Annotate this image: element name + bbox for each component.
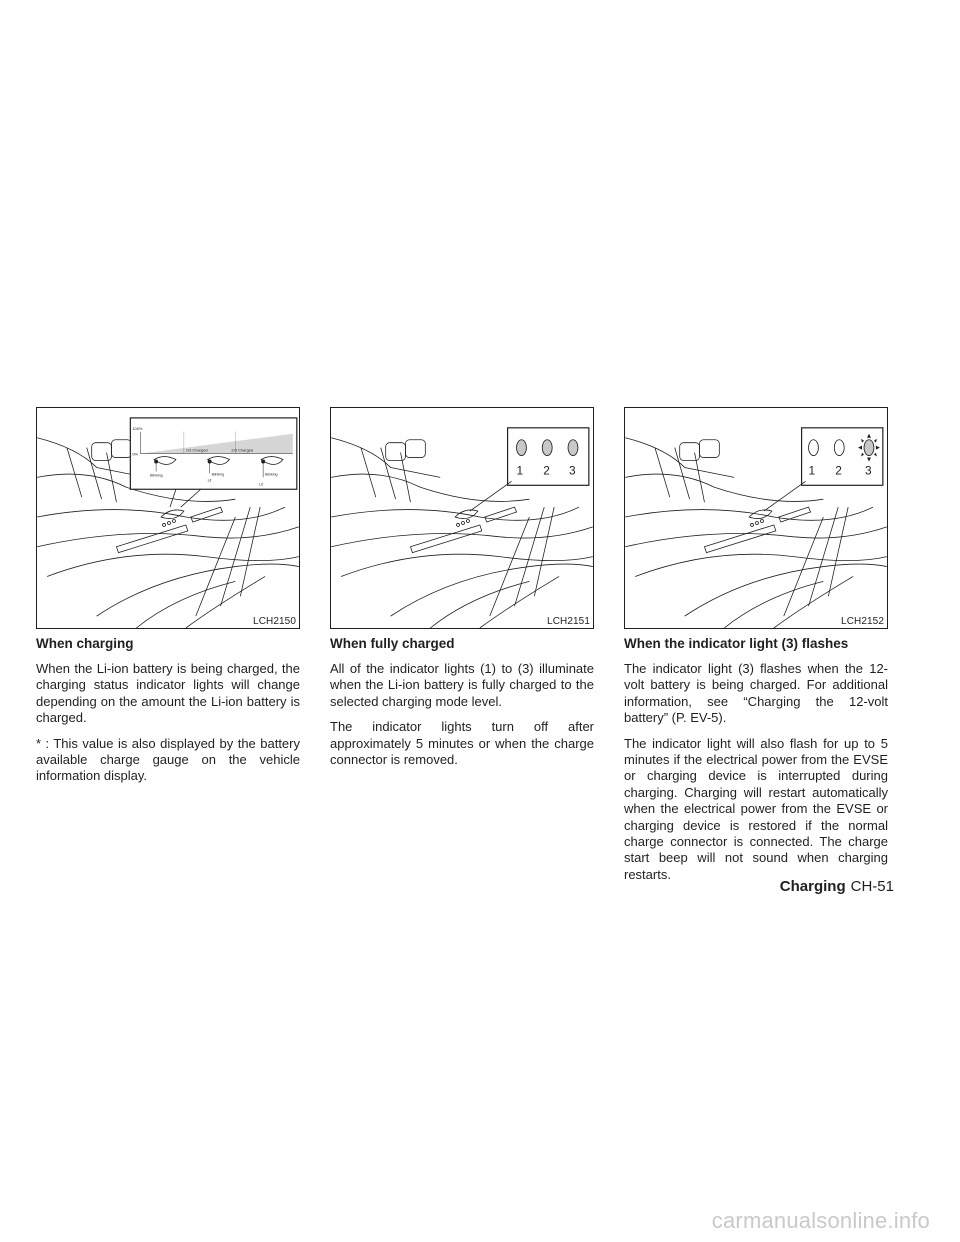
section-heading: When the indicator light (3) flashes <box>624 636 849 651</box>
page-footer <box>780 877 894 897</box>
paragraph: All of the indicator lights (1) to (3) illuminate when the Li-ion battery is fully charged to the selected charging mode level. <box>330 661 594 709</box>
figure-fully-charged <box>330 407 594 629</box>
section-heading: When charging <box>36 636 134 651</box>
paragraph: The indicator light will also flash for up to 5 minutes if the electrical power from the EVSE or charging device is interrupted during charging. Charging will restart automatically when the electrical power from the EVSE or charging device is restored if the normal charge connector is connected. The charge start beep will not sound when charging restarts. <box>624 735 888 882</box>
figure-charging-status <box>36 407 300 629</box>
lit-label-2: Lit <box>259 482 263 487</box>
section-when-fully-charged <box>330 636 594 777</box>
blinking-label-1: Blinking <box>150 473 163 478</box>
indicator-number-2: 2 <box>543 463 550 478</box>
section-indicator-flashes <box>624 636 888 892</box>
paragraph: When the Li-ion battery is being charged, the charging status indicator lights will change depending on the amount the Li-ion battery is charged. <box>36 661 300 726</box>
indicator-light-1 <box>517 440 527 456</box>
indicator-light-1 <box>809 440 819 456</box>
dashboard-illustration <box>625 408 887 628</box>
blinking-label-2: Blinking <box>211 472 225 477</box>
label-one-third: 1/3 Charged <box>185 447 208 453</box>
label-two-thirds: 2/3 Charged <box>231 447 254 453</box>
figure-code: LCH2150 <box>253 616 296 627</box>
lit-label-1: Lit <box>207 478 212 483</box>
indicator-number-3: 3 <box>865 463 872 478</box>
indicator-light-3-flashing <box>864 440 874 456</box>
blinking-label-3: Blinking <box>265 472 278 477</box>
paragraph: * : This value is also displayed by the battery available charge gauge on the vehicle information display. <box>36 735 300 784</box>
figure-code: LCH2152 <box>841 616 884 627</box>
section-heading: When fully charged <box>330 636 455 651</box>
label-empty: 0% <box>132 451 139 457</box>
indicator-number-1: 1 <box>808 463 816 478</box>
indicator-light-2 <box>834 440 844 456</box>
figure-indicator-flashes <box>624 407 888 629</box>
paragraph: The indicator lights turn off after approximately 5 minutes or when the charge connector is removed. <box>330 719 594 768</box>
indicator-light-3 <box>568 440 578 456</box>
page-number: CH-51 <box>850 878 894 895</box>
indicator-light-2 <box>542 440 552 456</box>
label-full: 100% <box>132 425 143 431</box>
indicator-number-2: 2 <box>835 463 842 478</box>
paragraph: The indicator light (3) flashes when the 12-volt battery is being charged. For additional information, see “Charging the 12-volt battery” (P. EV-5). <box>624 661 888 726</box>
dashboard-illustration <box>331 408 593 628</box>
dashboard-illustration <box>37 408 299 628</box>
indicator-number-1: 1 <box>516 463 524 478</box>
footer-section-title: Charging <box>779 878 846 895</box>
indicator-number-3: 3 <box>569 463 576 478</box>
watermark: carmanualsonline.info <box>711 1208 930 1233</box>
figure-code: LCH2151 <box>547 616 590 627</box>
section-when-charging <box>36 636 300 794</box>
